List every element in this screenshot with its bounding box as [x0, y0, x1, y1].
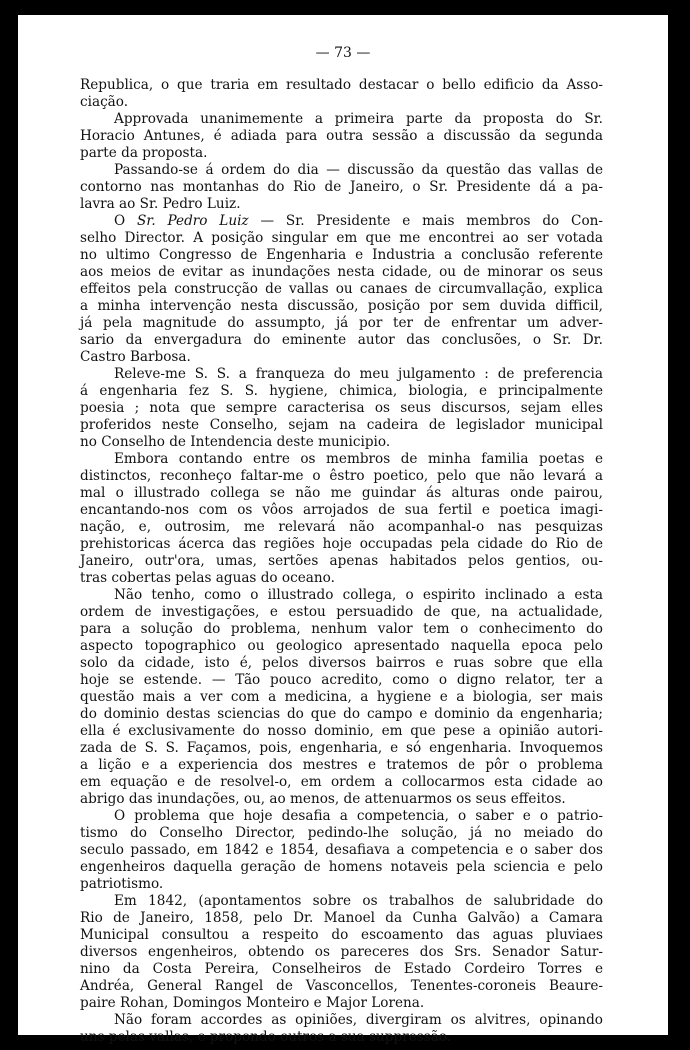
text-line: mal o illustrado collega se não me guindar ás alturas onde pairou, — [80, 485, 603, 501]
text-line: Releve-me S. S. a franqueza do meu julgamento : de preferencia — [114, 366, 603, 382]
text-line: zada de S. S. Façamos, pois, engenharia, e só engenharia. Invoquemos — [80, 740, 603, 756]
text-line: Rio de Janeiro, 1858, pelo Dr. Manoel da Cunha Galvão) a Camara — [80, 910, 603, 926]
text-line: a minha intervenção nesta discussão, posição por sem duvida difficil, — [80, 298, 603, 314]
text-line: contorno nas montanhas do Rio de Janeiro, o Sr. Presidente dá a pa- — [80, 179, 603, 195]
text-line: sario da envergadura do eminente autor das conclusões, o Sr. Dr. — [80, 332, 603, 348]
text-line: distinctos, reconheço faltar-me o êstro poetico, pelo que não levará a — [80, 468, 603, 484]
text-line: solo da cidade, isto é, pelos diversos bairros e ruas sobre que ella — [80, 655, 603, 671]
text-line: Não tenho, como o illustrado collega, o espirito inclinado a esta — [114, 587, 603, 603]
text-line: paire Rohan, Domingos Monteiro e Major Lorena. — [80, 995, 425, 1011]
text-line: Passando-se á ordem do dia — discussão da questão das vallas de — [114, 162, 603, 178]
text-line: ordem de investigações, e estou persuadido de que, na actualidade, — [80, 604, 603, 620]
text-line: do dominio destas sciencias do que do campo e dominio da engenharia; — [80, 706, 603, 722]
text-line: em equação e de resolvel-o, em ordem a collocarmos esta cidade ao — [80, 774, 603, 790]
text-line: Embora contando entre os membros de minha familia poetas e — [114, 451, 603, 467]
text-line: poesia ; nota que sempre caracterisa os seus discursos, sejam elles — [80, 400, 603, 416]
text-line: effeitos pela construcção de vallas ou canaes de circumvallação, explica — [80, 281, 603, 297]
text-line: Approvada unanimemente a primeira parte da proposta do Sr. — [114, 111, 603, 127]
text-line: hoje se estende. — Tão pouco acredito, como o digno relator, ter a — [80, 672, 603, 688]
text-line: para a solução do problema, nenhum valor tem o conhecimento do — [80, 621, 603, 637]
text-line: no ultimo Congresso de Engenharia e Industria a conclusão referente — [80, 247, 603, 263]
text-line: Horacio Antunes, é adiada para outra sessão a discussão da segunda — [80, 128, 603, 144]
text-line: Municipal consultou a respeito do escoamento das aguas pluviaes — [80, 927, 603, 943]
text-line: proferidos neste Conselho, sejam na cadeira de legislador municipal — [80, 417, 603, 433]
text-line: uns pelas vallas, e propondo outros a sua suppressão. — [80, 1029, 452, 1045]
text-line: ciação. — [80, 94, 129, 110]
book-page — [18, 15, 668, 1045]
text-line: Republica, o que traria em resultado destacar o bello edificio da Asso- — [80, 77, 603, 93]
text-line: á engenharia fez S. S. hygiene, chimica, biologia, e principalmente — [80, 383, 603, 399]
text-line: parte da proposta. — [80, 145, 208, 161]
text-line: patriotismo. — [80, 876, 164, 892]
text-line: seculo passado, em 1842 e 1854, desafiava a competencia e o saber dos — [80, 842, 603, 858]
text-line: engenheiros daquella geração de homens notaveis pela sciencia e pelo — [80, 859, 603, 875]
text-line: Castro Barbosa. — [80, 349, 191, 365]
text-body — [80, 77, 603, 1046]
text-line: Janeiro, outr'ora, umas, sertões apenas habitados pelos gentios, ou- — [80, 553, 603, 569]
text-line: Em 1842, (apontamentos sobre os trabalhos de salubridade do — [114, 893, 603, 909]
text-line: Andréa, General Rangel de Vasconcellos, Tenentes-coroneis Beaure- — [80, 978, 603, 994]
text-line: abrigo das inundações, ou, ao menos, de attenuarmos os seus effeitos. — [80, 791, 566, 807]
text-line: O problema que hoje desafia a competencia, o saber e o patrio- — [114, 808, 603, 824]
text-line: nação, e, outrosim, me relevará não acompanhal-o nas pesquizas — [80, 519, 603, 535]
text-line: diversos engenheiros, obtendo os pareceres dos Srs. Senador Satur- — [80, 944, 603, 960]
page-number: — 73 — — [315, 45, 371, 61]
text-line: Não foram accordes as opiniões, divergiram os alvitres, opinando — [114, 1012, 603, 1028]
text-line: selho Director. A posição singular em que me encontrei ao ser votada — [80, 230, 603, 246]
text-line: já pela magnitude do assumpto, já por ter de enfrentar um adver- — [80, 315, 603, 331]
text-line: tras cobertas pelas aguas do oceano. — [80, 570, 335, 586]
text-line: prehistoricas ácerca das regiões hoje occupadas pela cidade do Rio de — [80, 536, 603, 552]
text-line: nino da Costa Pereira, Conselheiros de Estado Cordeiro Torres e — [80, 961, 603, 977]
text-line: encantando-nos com os vôos arrojados de sua fertil e poetica imagi- — [80, 502, 603, 518]
text-line: questão mais a ver com a medicina, a hygiene e a biologia, ser mais — [80, 689, 603, 705]
text-line: O Sr. Pedro Luiz — Sr. Presidente e mais membros do Con- — [114, 213, 603, 229]
text-line: lavra ao Sr. Pedro Luiz. — [80, 196, 241, 212]
text-line: aos meios de evitar as inundações nesta cidade, ou de minorar os seus — [80, 264, 603, 280]
text-line: tismo do Conselho Director, pedindo-lhe solução, já no meiado do — [80, 825, 603, 841]
text-line: no Conselho de Intendencia deste municipio. — [80, 434, 391, 450]
text-line: ella é exclusivamente do nosso dominio, em que pese a opinião autori- — [80, 723, 603, 739]
text-line: a lição e a experiencia dos mestres e tratemos de pôr o problema — [80, 757, 603, 773]
text-line: aspecto topographico ou geologico apresentado naquella epoca pelo — [80, 638, 603, 654]
